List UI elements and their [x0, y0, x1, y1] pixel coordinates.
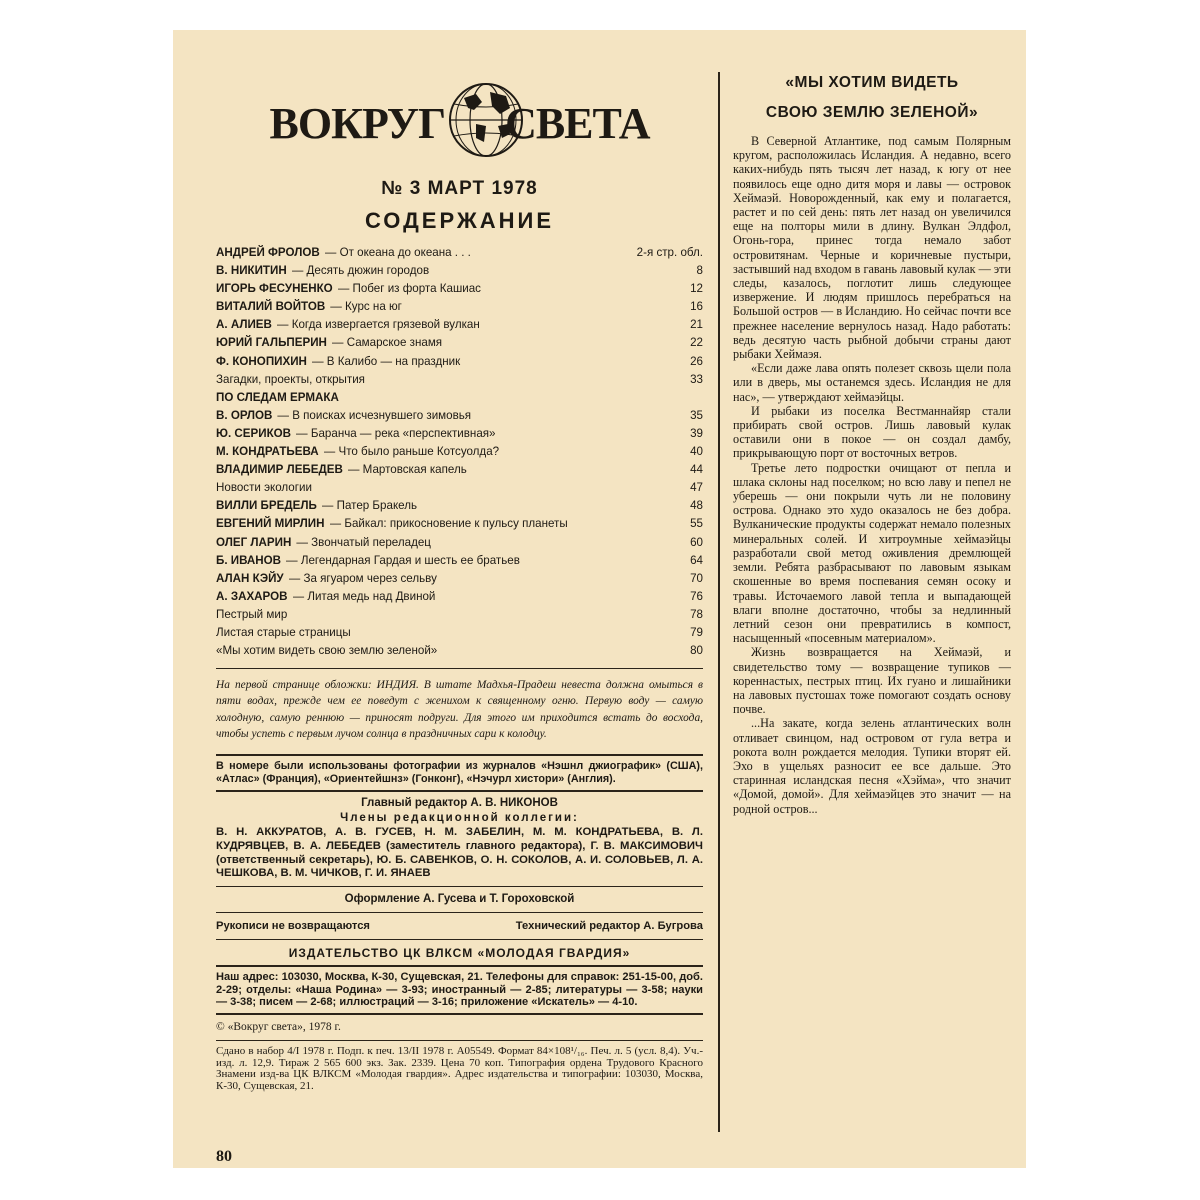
toc-entry — [216, 606, 703, 624]
toc-title: Загадки, проекты, открытия — [216, 372, 365, 386]
tech-editor: Технический редактор А. Бугрова — [515, 920, 703, 933]
toc-list — [216, 244, 703, 389]
toc-entry — [216, 479, 703, 497]
toc-page: 79 — [690, 625, 703, 639]
toc-page: 64 — [690, 553, 703, 567]
toc-list-2 — [216, 407, 703, 660]
chief-editor: Главный редактор А. В. НИКОНОВ — [361, 797, 558, 810]
photo-credits: В номере были использованы фотографии из журналов «Нэшнл джиографик» (США), «Атлас» (Франция), «Ориентейшнз» (Гонконг), «Нэчурл хистори» (Англия). — [216, 760, 703, 786]
toc-title: Пестрый мир — [216, 607, 288, 621]
address: Наш адрес: 103030, Москва, К-30, Сущевская, 21. Телефоны для справок: 251-15-00, доб. 2-29; отделы: «Наша Родина» — 3-93; иностранный — 2-85; литературы — 3-58; науки — 3-38; писем — 2-68; иллюстраций — 3-16; приложение «Искатель» — 4-10. — [216, 971, 703, 1009]
toc-entry — [216, 316, 703, 334]
toc-title: — От океана до океана . . . — [324, 246, 471, 259]
section-heading: ПО СЛЕДАМ ЕРМАКА — [216, 390, 339, 404]
toc-entry — [216, 588, 703, 606]
magazine-page — [173, 30, 1026, 1168]
toc-title: — Мартовская капель — [347, 463, 467, 477]
toc-title: — Побег из форта Кашиас — [337, 282, 481, 296]
toc-page: 48 — [690, 499, 703, 513]
toc-page: 40 — [690, 445, 703, 459]
toc-author: ВИТАЛИЙ ВОЙТОВ — [216, 300, 326, 314]
design-credit: Оформление А. Гусева и Т. Гороховской — [344, 893, 575, 906]
toc-entry — [216, 515, 703, 533]
toc-page: 78 — [690, 607, 703, 621]
toc-title: — Баранча — река «перспективная» — [296, 426, 496, 440]
toc-page: 26 — [690, 354, 703, 368]
toc-title: — В поисках исчезнувшего зимовья — [277, 408, 472, 422]
toc-entry — [216, 298, 703, 316]
toc-page: 2-я стр. обл. — [636, 246, 703, 259]
toc-author: В. ОРЛОВ — [216, 408, 273, 422]
toc-title: — Что было раньше Котсуолда? — [323, 445, 500, 459]
toc-entry — [216, 425, 703, 443]
contents-column — [216, 80, 703, 1092]
toc-author: Ф. КОНОПИХИН — [216, 354, 307, 368]
toc-page: 21 — [690, 318, 703, 332]
toc-author: ВИЛЛИ БРЕДЕЛЬ — [216, 499, 317, 513]
copyright: © «Вокруг света», 1978 г. — [216, 1020, 341, 1033]
issue-number: № 3 МАРТ 1978 — [381, 178, 538, 199]
toc-author: АЛАН КЭЙУ — [216, 571, 284, 585]
article-paragraph: ...На закате, когда зелень атлантических волн отливает свинцом, над островом от гула ветра и рокота волн рождается мелодия. Тупики вторят ей. Эхо в ущельях разносит ее все дальше. Это старинная исландская песня «Хэйма», что значит «Домой, домой». Для хеймаэйцев это значит — на родной остров... — [733, 716, 1011, 816]
toc-author: ИГОРЬ ФЕСУНЕНКО — [216, 282, 333, 296]
toc-title: — Патер Бракель — [321, 499, 418, 513]
masthead — [216, 80, 703, 160]
toc-entry — [216, 371, 703, 389]
toc-title: — Самарское знамя — [331, 336, 443, 350]
publisher: ИЗДАТЕЛЬСТВО ЦК ВЛКСМ «МОЛОДАЯ ГВАРДИЯ» — [288, 946, 631, 961]
toc-author: М. КОНДРАТЬЕВА — [216, 445, 319, 459]
toc-page: 22 — [690, 336, 703, 350]
toc-page: 60 — [690, 535, 703, 549]
toc-entry — [216, 262, 703, 280]
toc-author: Ю. СЕРИКОВ — [216, 426, 292, 440]
manuscripts-note: Рукописи не возвращаются — [216, 920, 370, 933]
imprint: Сдано в набор 4/I 1978 г. Подп. к печ. 13/II 1978 г. А05549. Формат 84×108¹/₁₆. Печ. л. 5 (усл. 8,4). Уч.-изд. л. 12,9. Тираж 2 565 600 экз. Зак. 2339. Цена 70 коп. Типография ордена Трудового Красного Знамени изд-ва ЦК ВЛКСМ «Молодая гвардия». Адрес издательства и типографии: 103030, Москва, К-30, Сущевская, 21. — [216, 1044, 703, 1092]
toc-title: — Легендарная Гардая и шесть ее братьев — [286, 553, 520, 567]
page-number: 80 — [216, 1148, 232, 1165]
toc-title: — Десять дюжин городов — [291, 264, 430, 278]
toc-title: Новости экологии — [216, 481, 312, 495]
toc-entry — [216, 280, 703, 298]
toc-page: 16 — [690, 300, 703, 314]
article-paragraph: «Если даже лава опять полезет сквозь щели пола или в дверь, мы останемся здесь. Исландия не для нас», — утверждают хеймаэйцы. — [733, 361, 1011, 404]
toc-entry — [216, 244, 703, 262]
toc-entry — [216, 497, 703, 515]
toc-page: 35 — [690, 408, 703, 422]
toc-entry — [216, 534, 703, 552]
toc-title: — За ягуаром через сельву — [288, 571, 437, 585]
toc-author: ОЛЕГ ЛАРИН — [216, 535, 292, 549]
masthead-left: ВОКРУГ — [269, 99, 446, 148]
toc-entry — [216, 334, 703, 352]
toc-entry — [216, 642, 703, 660]
toc-title: — Байкал: прикосновение к пульсу планеты — [329, 517, 568, 531]
toc-title: «Мы хотим видеть свою землю зеленой» — [216, 644, 438, 658]
cover-note: На первой странице обложки: ИНДИЯ. В штате Мадхья-Прадеш невеста должна омыться в пяти водах, прежде чем ее поведут с женихом к священному огню. Первую воду — самую холодную, самую реннюю — приносят подруги. Для этого им приходится встать до восхода, чтобы успеть с первым лучом солнца в праздничных сари к колодцу. — [216, 679, 703, 741]
toc-author: А. ЗАХАРОВ — [216, 589, 288, 603]
toc-page: 8 — [696, 264, 703, 278]
toc-entry — [216, 443, 703, 461]
toc-page: 39 — [690, 426, 703, 440]
toc-entry — [216, 624, 703, 642]
staff-line — [216, 918, 703, 934]
toc-page: 55 — [690, 517, 703, 531]
toc-author: А. АЛИЕВ — [216, 318, 272, 332]
article-paragraph: В Северной Атлантике, под самым Полярным кругом, расположилась Исландия. А недавно, всего каких-нибудь пять тысяч лет назад, к югу от нее появилось еще одно дитя моря и лавы — островок Хеймаэй. Новорожденный, как ему и полагается, растет и по сей день: пять лет назад он увеличился еще на полторы мили в длину. Вулкан Элдфол, Огонь-гора, принес тогда немало забот островитянам. Черные и коричневые пустыри, застывший над входом в гавань лавовый кулак — эти следы, казалось, поглотит лишь следующее извержение. И людям пришлось перебраться на Большой остров — в Исландию. Но сейчас почти все прежнее население вернулось назад. Надо работать: ведь десятую часть рыбной добычи страны дают рыбаки Хеймаэя. — [733, 134, 1011, 362]
toc-page: 12 — [690, 282, 703, 296]
toc-author: В. НИКИТИН — [216, 264, 287, 278]
toc-author: АНДРЕЙ ФРОЛОВ — [216, 246, 320, 259]
toc-title: — Звончатый переладец — [296, 535, 431, 549]
editorial-board: В. Н. АККУРАТОВ, А. В. ГУСЕВ, Н. М. ЗАБЕЛИН, М. М. КОНДРАТЬЕВА, В. Л. КУДРЯВЦЕВ, В. А. ЛЕБЕДЕВ (заместитель главного редактора), Г. В. МАКСИМОВИЧ (ответственный секретарь), Ю. Б. САВЕНКОВ, О. Н. СОКОЛОВ, А. И. СОЛОВЬЕВ, Л. А. ЧЕШКОВА, В. М. ЧИЧКОВ, Г. И. ЯНАЕВ — [216, 826, 703, 880]
toc-page: 33 — [690, 372, 703, 386]
article-column — [733, 68, 1011, 816]
masthead-right: СВЕТА — [505, 99, 650, 148]
toc-page: 76 — [690, 589, 703, 603]
toc-entry — [216, 461, 703, 479]
toc-title: — Курс на юг — [330, 300, 402, 314]
toc-entry — [216, 407, 703, 425]
toc-entry — [216, 552, 703, 570]
board-heading: Члены редакционной коллегии: — [340, 812, 579, 825]
article-body — [733, 134, 1011, 816]
toc-page: 70 — [690, 571, 703, 585]
toc-title: — Литая медь над Двиной — [292, 589, 436, 603]
article-paragraph: Жизнь возвращается на Хеймаэй, и свидетельство тому — возвращение тупиков — кореннастых, пестрых птиц. Их гуано и лишайники на лавовых пустошах тоже помогают создать основу почве. — [733, 645, 1011, 717]
toc-author: ЕВГЕНИЙ МИРЛИН — [216, 517, 325, 531]
article-paragraph: И рыбаки из поселка Вестманнайяр стали прибирать свой остров. Лишь лавовый кулак оставили они в покое — он создал дамбу, прикрывающую порт от восточных ветров. — [733, 403, 1011, 461]
toc-page: 80 — [690, 644, 703, 658]
article-title-line2: СВОЮ ЗЕМЛЮ ЗЕЛЕНОЙ» — [765, 104, 979, 121]
toc-title: Листая старые страницы — [216, 625, 351, 639]
contents-heading: СОДЕРЖАНИЕ — [364, 208, 555, 233]
toc-author: Б. ИВАНОВ — [216, 553, 282, 567]
toc-title: — В Калибо — на праздник — [311, 354, 461, 368]
toc-page: 44 — [690, 463, 703, 477]
toc-entry — [216, 570, 703, 588]
article-title-line1: «МЫ ХОТИМ ВИДЕТЬ — [785, 74, 959, 91]
toc-author: ЮРИЙ ГАЛЬПЕРИН — [216, 336, 327, 350]
toc-title: — Когда извергается грязевой вулкан — [276, 318, 480, 332]
article-paragraph: Третье лето подростки очищают от пепла и шлака склоны над поселком; но всю лаву и пепел не уберешь — они покрыли чуть ли не половину острова. Однако это худо оказалось не без добра. Вулканические продукты содержат немало полезных минеральных солей. И хитроумные хеймаэйцы разработали свой метод оживления дремлющей земли. Ребята разбрасывают по лавовым языкам скошенные во время поспевания семян осоку и травы. Источаемого лавой тепла и выпадающей влаги вполне достаточно, чтобы за недлинный летний сезон они превратились в компост, насыщенный «посевным материалом». — [733, 460, 1011, 646]
toc-page: 47 — [690, 481, 703, 495]
toc-author: ВЛАДИМИР ЛЕБЕДЕВ — [216, 463, 343, 477]
column-divider — [718, 72, 720, 1132]
toc-entry — [216, 353, 703, 371]
